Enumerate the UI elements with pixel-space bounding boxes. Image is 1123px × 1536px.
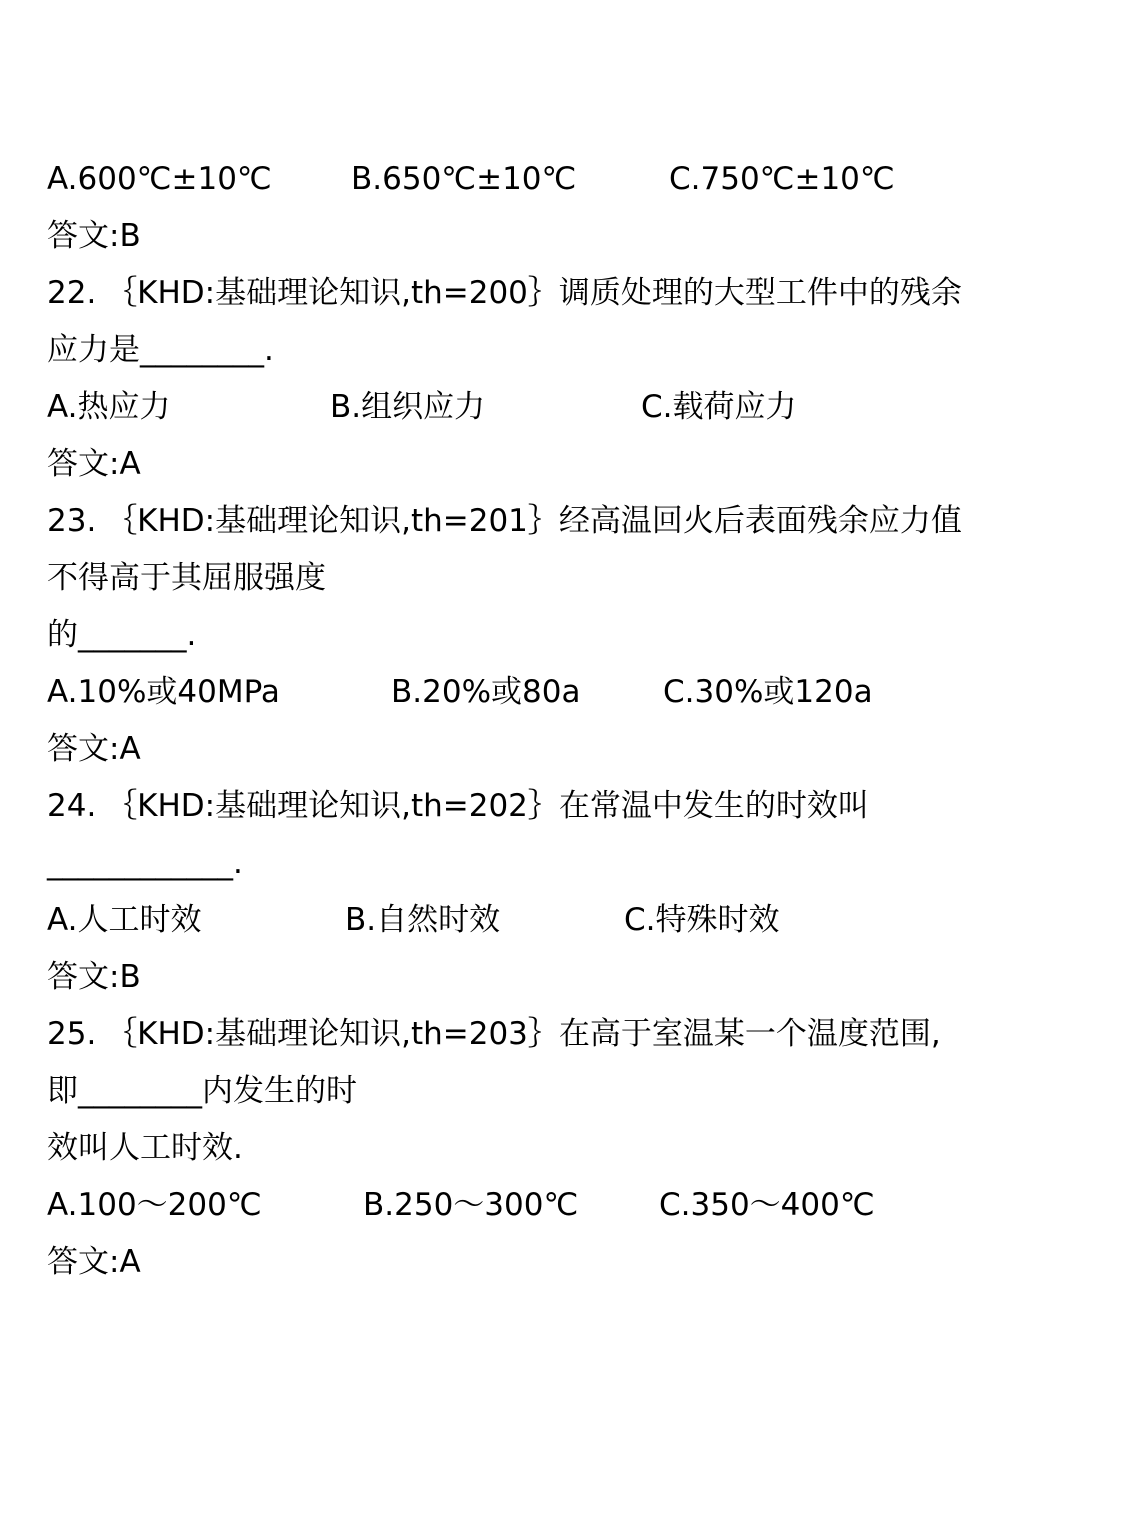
q22-option-a: A.热应力 bbox=[47, 389, 171, 425]
q21-option-a: A.600℃±10℃ bbox=[47, 161, 272, 197]
q23-option-c: C.30%或120a bbox=[663, 674, 873, 710]
q25-stem-line1: 25. ｛KHD:基础理论知识,th=203｝在高于室温某一个温度范围, bbox=[47, 1016, 941, 1052]
q24-option-a: A.人工时效 bbox=[47, 902, 202, 938]
q21-option-c: C.750℃±10℃ bbox=[669, 161, 895, 197]
q25-option-a: A.100～200℃ bbox=[47, 1187, 262, 1223]
q25-options-row bbox=[47, 1177, 1087, 1234]
q23-stem-line1: 23. ｛KHD:基础理论知识,th=201｝经高温回火后表面残余应力值 bbox=[47, 503, 962, 539]
q22-answer: 答文:A bbox=[47, 446, 141, 482]
q22-stem-line2: 应力是________. bbox=[47, 332, 274, 368]
q25-option-b: B.250～300℃ bbox=[363, 1187, 579, 1223]
q21-options-row bbox=[47, 151, 1087, 208]
q24-option-c: C.特殊时效 bbox=[624, 902, 780, 938]
q24-options-row bbox=[47, 892, 1087, 949]
q23-option-b: B.20%或80a bbox=[391, 674, 581, 710]
q23-stem-line3: 的_______. bbox=[47, 617, 197, 653]
q24-option-b: B.自然时效 bbox=[345, 902, 501, 938]
q23-options-row bbox=[47, 664, 1087, 721]
q24-answer: 答文:B bbox=[47, 959, 141, 995]
q25-stem-line3: 效叫人工时效. bbox=[47, 1130, 243, 1166]
q24-stem-line1: 24. ｛KHD:基础理论知识,th=202｝在常温中发生的时效叫 bbox=[47, 788, 869, 824]
q23-stem-line2: 不得高于其屈服强度 bbox=[47, 560, 326, 596]
q23-option-a: A.10%或40MPa bbox=[47, 674, 280, 710]
q25-answer: 答文:A bbox=[47, 1244, 141, 1280]
q22-options-row bbox=[47, 379, 1087, 436]
q21-answer: 答文:B bbox=[47, 218, 141, 254]
q22-stem-line1: 22. ｛KHD:基础理论知识,th=200｝调质处理的大型工件中的残余 bbox=[47, 275, 962, 311]
q25-stem-line2: 即________内发生的时 bbox=[47, 1073, 357, 1109]
q22-option-b: B.组织应力 bbox=[330, 389, 486, 425]
q23-answer: 答文:A bbox=[47, 731, 141, 767]
q21-option-b: B.650℃±10℃ bbox=[351, 161, 577, 197]
q25-option-c: C.350～400℃ bbox=[659, 1187, 875, 1223]
q24-stem-line2: ____________. bbox=[47, 845, 243, 881]
q22-option-c: C.载荷应力 bbox=[641, 389, 797, 425]
